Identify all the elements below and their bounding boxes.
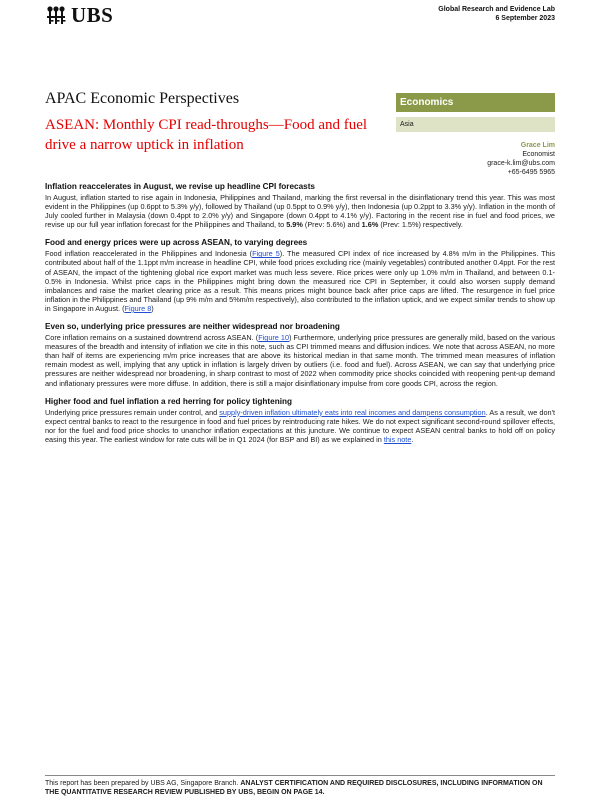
report-body (45, 182, 555, 444)
forecast-philippines: 5.9% (286, 220, 303, 230)
section-heading: Higher food and fuel inflation a red herring for policy tightening (45, 396, 292, 406)
text-run: Food inflation reaccelerated in the Philippines and Indonesia ( (45, 249, 253, 259)
section-heading: Inflation reaccelerates in August, we revise up headline CPI forecasts (45, 182, 315, 191)
author-phone: +65-6495 5965 (507, 169, 555, 176)
text-run: . (411, 434, 414, 444)
text-run: (Prev: 5.6%) and (302, 220, 362, 230)
figure-10-link[interactable]: Figure 10 (258, 333, 290, 343)
forecast-thailand: 1.6% (361, 220, 379, 230)
section-paragraph (45, 333, 555, 388)
ubs-logo (45, 3, 113, 28)
report-date: 6 September 2023 (495, 15, 555, 22)
section-band: Economics (396, 93, 555, 112)
section-food-energy (45, 238, 555, 313)
author-block (396, 141, 555, 177)
page-title: APAC Economic Perspectives (45, 90, 240, 107)
author-email[interactable]: grace-k.lim@ubs.com (487, 160, 555, 167)
lab-name: Global Research and Evidence Lab (438, 6, 555, 13)
ubs-keys-icon (45, 5, 67, 27)
text-run: In August, inflation started to rise again in Indonesia, Philippines and Thailand, marking the first reversal in the disinflationary trend this year. This was most evident in the Philippines (up 0.6ppt to 5.3% y/y), followed by Thailand (up 0.5ppt to 0.9% y/y), then Indonesia (up 0.2ppt to 3.3% y/y). Inflation in the month of July cooled further in Malaysia (down 0.4ppt to 2.0% y/y) and Singapore (down 0.4ppt to 4.1% y/y). Factoring in the recent rise in fuel and food prices, we revise up our full year inflation forecast for the Philippines and Thailand, to (45, 193, 555, 230)
text-run: ) Furthermore, underlying price pressures are generally mild, based on the various measures of the breadth and intensity of inflation we cite in this note, such as CPI trimmed means and diffusion indices. We note that across ASEAN, no more than half of items are experiencing m/m price increases that are above its historical median in that same month. The trimmed mean measures of inflation remain modest as well, implying that any uptick in inflation is largely driven by outliers (i.e. food and fuel). Across ASEAN, we can say that underlying price pressures are neither widespread nor broadening, in sharp contrast to most of 2022 when commodity price shocks coincided with reopening pent-up demand and inflationary pressures were more diffuse. In addition, there is still a major disinflationary impulse from core goods CPI, across the region. (45, 333, 556, 388)
figure-5-link[interactable]: Figure 5 (252, 249, 280, 259)
section-heading: Even so, underlying price pressures are neither widespread nor broadening (45, 322, 340, 332)
text-run: (Prev: 1.5%) respectively. (378, 220, 463, 230)
text-run: ). The measured CPI index of rice increased by 4.8% m/m in the Philippines. This contributed about half of the 1.1ppt m/m increase in headline CPI, while food prices excluding rice (mainly vegetables) contributed another 0.4ppt. For the rest of ASEAN, the impact of the tightening global rice export market was much less severe. Rice prices were only up 1.0% m/m in Thailand, and between 0.1-0.5% in Indonesia. Whilst price caps in the Philippines might bring down the measured rice CPI in September, it could also worsen supply demand imbalances and raise the market clearing price as a result. This means prices might bounce back after price caps are lifted. The resurgence in fuel price inflation in the Philippines and Thailand (up 9% m/m and 5%m/m respectively), also contributed to the inflation uptick, and we expect similar trends to show up in Singapore in August. ( (45, 249, 555, 313)
section-underlying-pressures (45, 322, 555, 388)
section-policy-tightening (45, 397, 555, 444)
author-name: Grace Lim (520, 142, 555, 149)
footer-text: This report has been prepared by UBS AG, Singapore Branch. (45, 780, 241, 787)
brand-name: UBS (71, 3, 114, 27)
page-subtitle: ASEAN: Monthly CPI read-throughs—Food and fuel drive a narrow uptick in inflation (45, 117, 368, 153)
text-run: Underlying price pressures remain under control, and (45, 407, 220, 417)
text-run: Core inflation remains on a sustained downtrend across ASEAN. ( (45, 333, 259, 343)
footer-disclosure: ANALYST CERTIFICATION AND REQUIRED DISCLOSURES, INCLUDING INFORMATION ON THE QUANTITATIVE RESEARCH REVIEW PUBLISHED BY UBS, BEGIN ON PAGE 14. (45, 780, 543, 796)
section-paragraph (45, 408, 555, 444)
report-header (438, 5, 555, 23)
text-run: . As a result, we don't expect central banks to react to the resurgence in food and fuel prices by reintroducing rate hikes. We do not expect significant second-round spillover effects, nor for the fuel and food price shocks to unanchor inflation expectations at this juncture. We continue to expect ASEAN central banks to hold off on policy easing this year. The earliest window for rate cuts will be in Q1 2024 (for BSP and BI) as we explained in (45, 407, 556, 444)
section-paragraph (45, 249, 555, 313)
footer-divider (45, 775, 555, 776)
text-run: ) (151, 303, 154, 313)
figure-8-link[interactable]: Figure 8 (124, 303, 152, 313)
sidebar (396, 93, 555, 177)
this-note-link[interactable]: this note (383, 434, 412, 444)
section-heading: Food and energy prices were up across ASEAN, to varying degrees (45, 238, 308, 248)
author-role: Economist (522, 151, 555, 158)
section-inflation-reaccelerates (45, 182, 555, 229)
disclosure-footer (45, 779, 555, 797)
section-paragraph (45, 193, 555, 229)
supply-driven-inflation-link[interactable]: supply-driven inflation ultimately eats into real incomes and dampens consumption (219, 407, 486, 417)
region-band: Asia (396, 117, 555, 132)
